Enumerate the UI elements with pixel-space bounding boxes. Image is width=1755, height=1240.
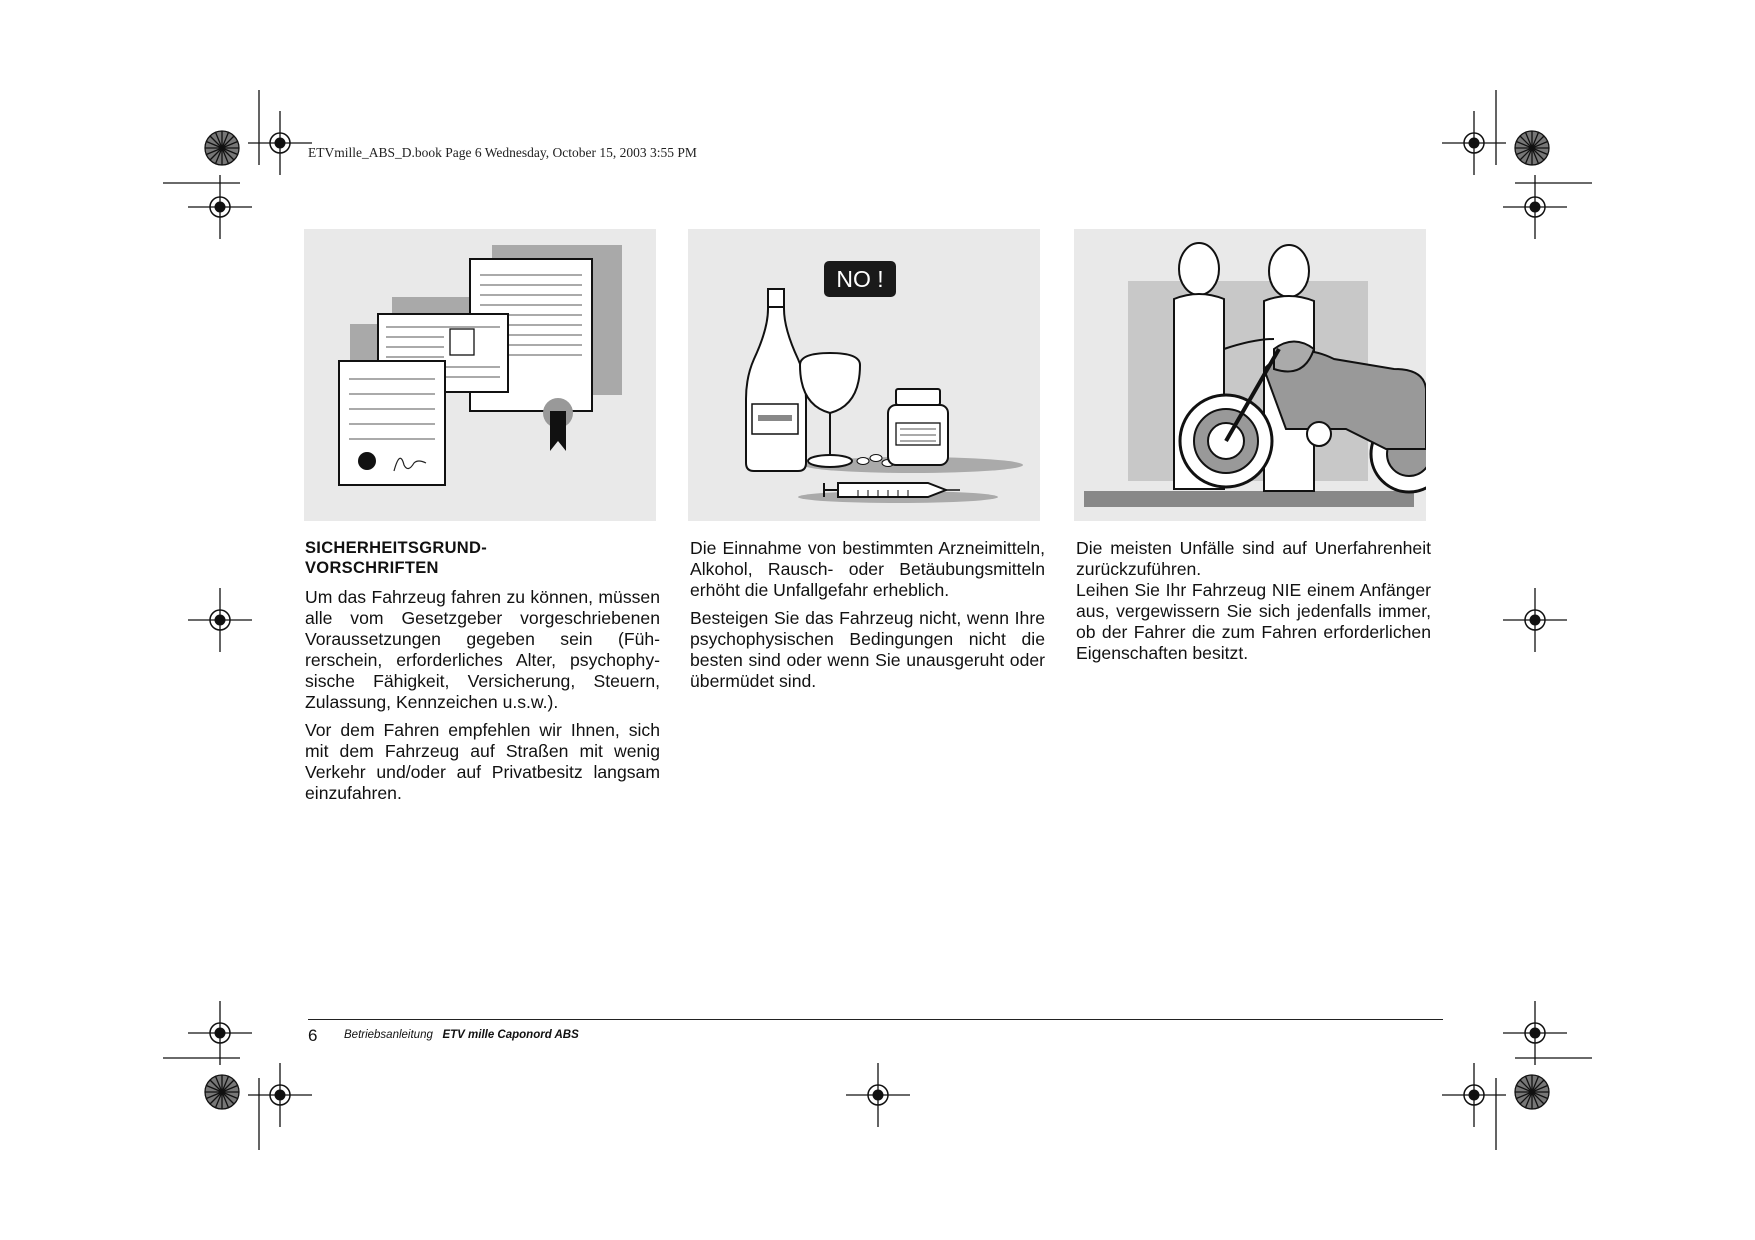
footer-rule [308, 1019, 1443, 1020]
column-1-paragraph-2: Vor dem Fahren empfehlen wir Ihnen, sich mit dem Fahrzeug auf Straßen mit wenig Verkehr und/oder auf Privatbesitz langsam einzufahren. [305, 720, 660, 803]
heading-line-2: VORSCHRIFTEN [305, 559, 439, 577]
book-info-header: ETVmille_ABS_D.book Page 6 Wednesday, October 15, 2003 3:55 PM [308, 145, 697, 160]
riders-illustration [1074, 229, 1426, 521]
heading-line-1: SICHERHEITSGRUND- [305, 539, 488, 557]
column-1-paragraph-1: Um das Fahrzeug fahren zu können, müssen alle vom Gesetzgeber vorgeschriebenen Voraussetzungen gegeben sein (Führerschein, erforderliches Alter, psychophysische Fähigkeit, Versicherung, Steuern, Zulassung, Kennzeichen u.s.w.). [305, 587, 660, 712]
column-3-paragraph-2: Leihen Sie Ihr Fahrzeug NIE einem Anfänger aus, vergewissern Sie sich jedenfalls immer, ob der Fahrer die zum Fahren erforderlichen Eigenschaften besitzt. [1076, 580, 1431, 663]
column-3-paragraph-1: Die meisten Unfälle sind auf Unerfahrenheit zurückzuführen. [1076, 538, 1431, 579]
page-number: 6 [308, 1026, 318, 1045]
column-2-paragraph-1: Die Einnahme von bestimmten Arzneimitteln, Alkohol, Rausch- oder Betäubungsmitteln erhöht die Unfallgefahr erheblich. [690, 538, 1045, 600]
section-heading [305, 538, 660, 578]
documents-illustration [304, 229, 656, 521]
column-3 [1076, 538, 1431, 671]
manual-label: Betriebsanleitung [344, 1029, 433, 1041]
no-substances-illustration [688, 229, 1040, 521]
model-name: ETV mille Caponord ABS [442, 1029, 579, 1041]
no-badge-text: NO ! [836, 266, 884, 292]
column-2-paragraph-2: Besteigen Sie das Fahrzeug nicht, wenn Ihre psychophysischen Bedingungen nicht die besten sind oder wenn Sie unausgeruht oder übermüdet sind. [690, 608, 1045, 691]
column-1 [305, 538, 660, 811]
footer-title [344, 1029, 579, 1041]
column-2 [690, 538, 1045, 699]
